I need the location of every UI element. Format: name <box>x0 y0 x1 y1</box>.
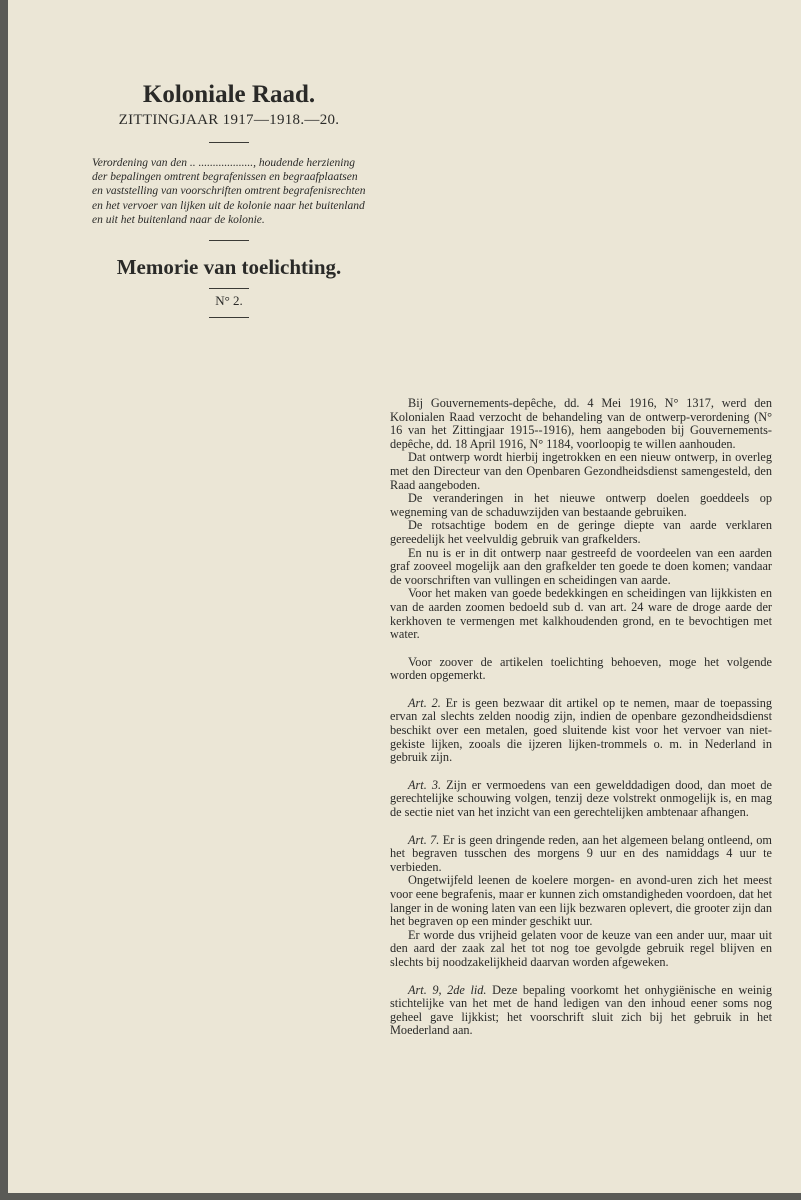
divider <box>209 142 249 143</box>
article-reference: Art. 9, 2de lid. <box>408 982 487 997</box>
body-paragraph <box>390 874 772 928</box>
memorie-heading: Memorie van toelichting. <box>116 255 342 280</box>
body-paragraph <box>390 984 772 1038</box>
body-paragraph <box>390 697 772 765</box>
paragraph-text: Bij Gouvernements-depêche, dd. 4 Mei 1916, N° 1317, werd den Kolonialen Raad verzocht de behandeling van de ontwerp-verordening (N° 16 van het Zittingjaar 1915--1916), hem aangeboden bij Gouvernements-depêche, dd. 18 April 1916, N° 1184, voorloopig te willen aanhouden. <box>390 396 772 451</box>
article-reference: Art. 2. <box>408 695 441 710</box>
article-reference: Art. 3. <box>408 777 442 792</box>
paragraph-text: Zijn er vermoedens van een gewelddadigen dood, dan moet de gerechtelijke schouwing volgen, tenzij deze volstrekt onmogelijk is, en mag de sectie niet van het inzicht van een gerechtelijken ambtenaar afhangen. <box>390 777 772 820</box>
header-block <box>88 80 370 326</box>
body-paragraph <box>390 929 772 970</box>
body-paragraph <box>390 397 772 451</box>
body-paragraph <box>390 451 772 492</box>
article-reference: Art. 7. <box>408 832 440 847</box>
body-paragraph <box>390 834 772 875</box>
memorie-body <box>390 397 772 1038</box>
session-year: ZITTINGJAAR 1917—1918.—20. <box>118 112 340 128</box>
paragraph-text: Er is geen bezwaar dit artikel op te nemen, maar de toepassing ervan zal slechts zelden noodig zijn, indien de openbare gezondheidsdienst beschikt over een metalen, goed sluitende kist voor het vervoer van niet-gekiste lijken, zooals die ijzeren lijken-trommels o. m. in Nederland in gebruik zijn. <box>390 695 772 765</box>
paragraph-text: Deze bepaling voorkomt het onhygiënische en weinig stichtelijke van het met de hand ledigen van den inhoud eener soms nog geheel gave lijkkist; het voorschrift sluit zich bij het gebruik in het Moederland aan. <box>390 982 772 1038</box>
divider <box>209 317 249 318</box>
body-paragraph <box>390 547 772 588</box>
paragraph-text: Ongetwijfeld leenen de koelere morgen- en avond-uren zich het meest voor eene begrafenis, maar er kunnen zich omstandigheden voordoen, dat het langer in de woning laten van een lijk bezwaren oplevert, die grooter zijn dan het begraven op een minder geschikt uur. <box>390 873 772 929</box>
body-paragraph <box>390 492 772 519</box>
paragraph-text: En nu is er in dit ontwerp naar gestreefd de voordeelen van een aarden graf zooveel mogelijk aan den grafkelder ten goede te doen komen; vandaar de voorschriften van vullingen en scheidingen van aarde. <box>390 545 772 587</box>
divider <box>209 288 249 289</box>
paragraph-text: Er is geen dringende reden, aan het algemeen belang ontleend, om het begraven tusschen des morgens 9 uur en des namiddags 4 uur te verbieden. <box>390 832 772 874</box>
body-paragraph <box>390 656 772 683</box>
body-paragraph <box>390 779 772 820</box>
council-title: Koloniale Raad. <box>142 81 316 108</box>
body-paragraph <box>390 587 772 641</box>
paragraph-text: Dat ontwerp wordt hierbij ingetrokken en een nieuw ontwerp, in overleg met den Directeur van den Openbaren Gezondheidsdienst samengesteld, den Raad aangeboden. <box>390 450 772 492</box>
ordinance-description: Verordening van den .. ..................., houdende herziening der bepalingen omtrent begrafenissen en begraafplaatsen en vaststelling van voorschriften omtrent begrafenisrechten en het vervoer van lijken uit de kolonie naar het buitenland en uit het buitenland naar de kolonie. <box>92 157 366 226</box>
paragraph-text: Voor zoover de artikelen toelichting behoeven, moge het volgende worden opgemerkt. <box>390 654 772 683</box>
body-paragraph <box>390 519 772 546</box>
document-page <box>8 0 801 1193</box>
document-number: N° 2. <box>215 293 243 309</box>
paragraph-text: De rotsachtige bodem en de geringe diepte van aarde verklaren gereedelijk het veelvuldig gebruik van grafkelders. <box>390 518 772 546</box>
divider <box>209 240 249 241</box>
paragraph-text: Er worde dus vrijheid gelaten voor de keuze van een ander uur, maar uit den aard der zaak zal het tot nog toe gevolgde gebruik regel blijven en slechts bij noodzakelijkheid daarvan worden afgeweken. <box>390 927 772 969</box>
paragraph-text: De veranderingen in het nieuwe ontwerp doelen goeddeels op wegneming van de schaduwzijden van bestaande gebruiken. <box>390 491 772 519</box>
paragraph-text: Voor het maken van goede bedekkingen en scheidingen van lijkkisten en van de aarden zoomen bedoeld sub d. van art. 24 ware de droge aarde der kerkhoven te vermengen met kalkhoudenden grond, en te bevochtigen met water. <box>390 586 772 642</box>
